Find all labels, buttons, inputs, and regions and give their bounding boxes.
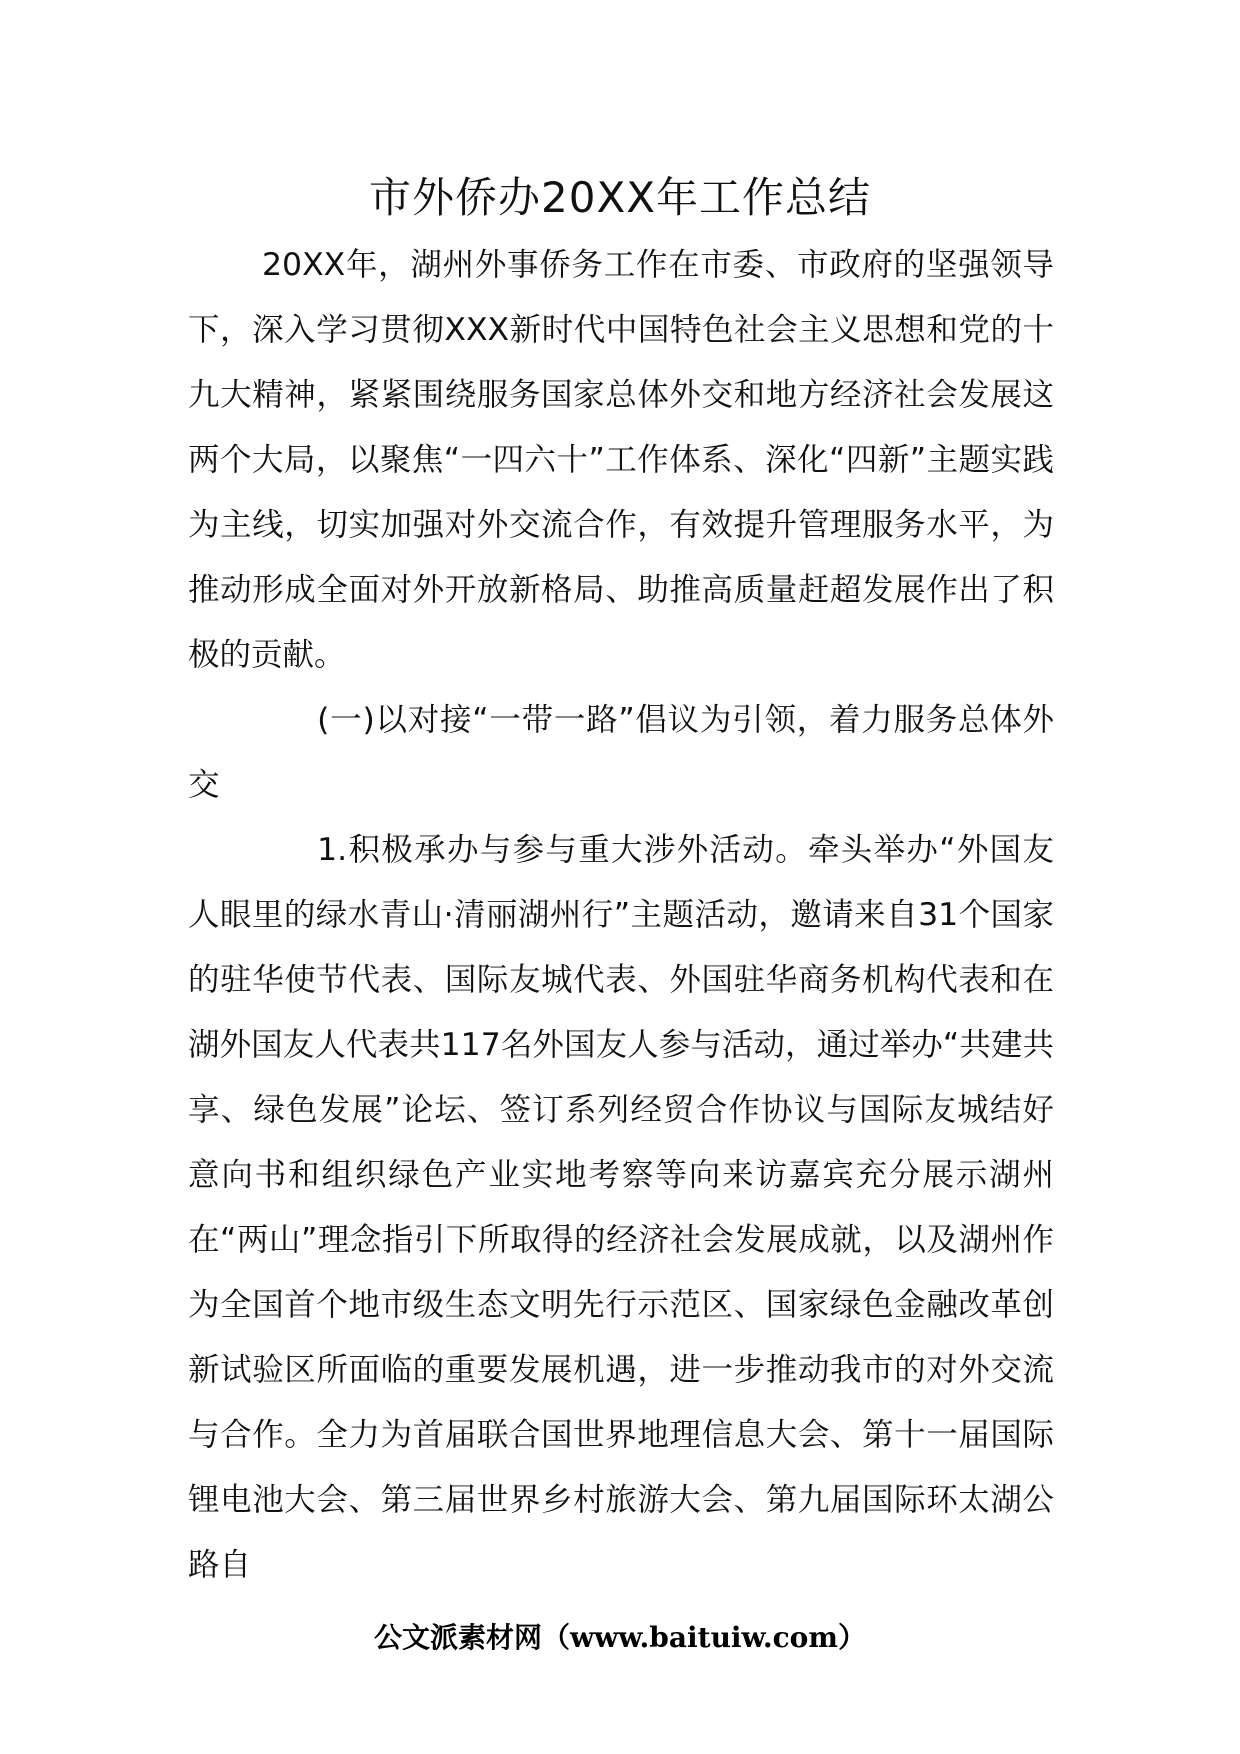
document-title: 市外侨办20XX年工作总结 bbox=[369, 173, 871, 222]
item-paragraph: 1.积极承办与参与重大涉外活动。牵头举办“外国友人眼里的绿水青山·清丽湖州行”主题活动，邀请来自31个国家的驻华使节代表、国际友城代表、外国驻华商务机构代表和在湖外国友人代表共117名外国友人参与活动，通过举办“共建共享、绿色发展”论坛、签订系列经贸合作协议与国际友城结好意向书和组织绿色产业实地考察等向来访嘉宾充分展示湖州在“两山”理念指引下所取得的经济社会发展成就，以及湖州作为全国首个地市级生态文明先行示范区、国家绿色金融改革创新试验区所面临的重要发展机遇，进一步推动我市的对外交流与合作。全力为首届联合国世界地理信息大会、第十一届国际锂电池大会、第三届世界乡村旅游大会、第九届国际环太湖公路自 bbox=[188, 832, 1054, 1583]
document-body bbox=[188, 233, 1054, 1598]
intro-paragraph: 20XX年，湖州外事侨务工作在市委、市政府的坚强领导下，深入学习贯彻XXX新时代中国特色社会主义思想和党的十九大精神，紧紧围绕服务国家总体外交和地方经济社会发展这两个大局，以聚焦“一四六十”工作体系、深化“四新”主题实践为主线，切实加强对外交流合作，有效提升管理服务水平，为推动形成全面对外开放新格局、助推高质量赶超发展作出了积极的贡献。 bbox=[188, 247, 1054, 673]
footer-watermark: 公文派素材网（www.baituiw.com） bbox=[374, 1621, 866, 1654]
section-heading: (一)以对接“一带一路”倡议为引领，着力服务总体外交 bbox=[188, 702, 1054, 803]
